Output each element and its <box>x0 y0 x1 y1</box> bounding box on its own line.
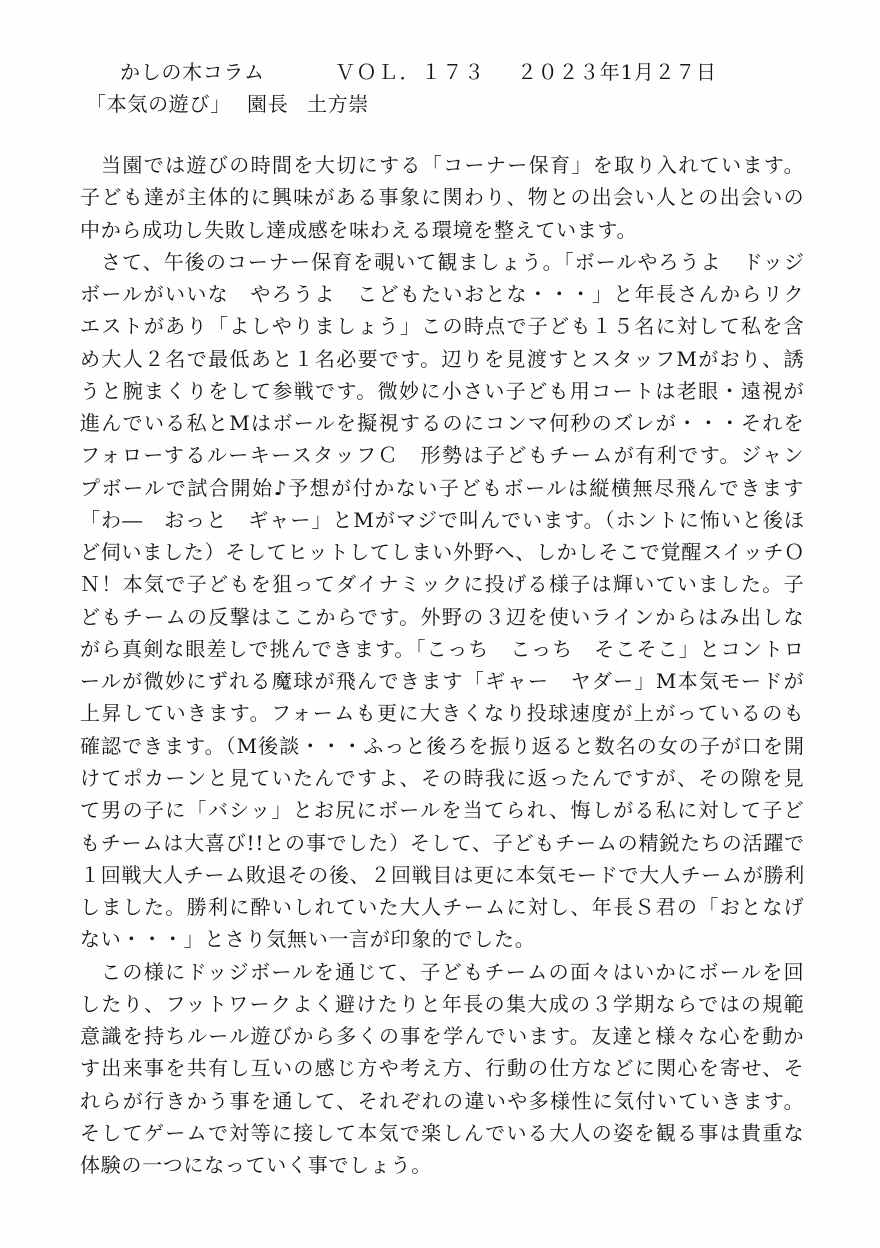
body-line: 確認できます。（M後談・・・ふっと後ろを振り返ると数名の女の子が口を開 <box>80 733 805 758</box>
body-line: ど伺いました）そしてヒットしてしまい外野へ、しかしそこで覚醒スイッチＯ <box>80 540 805 565</box>
body-line: 「わ― おっと ギャー」とMがマジで叫んでいます。（ホントに怖いと後ほ <box>80 507 805 532</box>
article-title: 「本気の遊び」 <box>86 92 231 116</box>
body-line: さて、午後のコーナー保育を覗いて観ましょう。「ボールやろうよ ドッジ <box>101 249 805 274</box>
body-line: しました。勝利に酔いしれていた大人チームに対し、年長Ｓ君の「おとなげ <box>80 895 805 919</box>
body-line: どもチームの反撃はここからです。外野の３辺を使いラインからはみ出しな <box>80 604 805 629</box>
body-line: １回戦大人チーム敗退その後、２回戦目は更に本気モードで大人チームが勝利 <box>80 862 805 887</box>
issue-date: ２０２３年1月２７日 <box>517 60 717 84</box>
body-line: もチームは大喜び!!との事でした）そして、子どもチームの精鋭たちの活躍で <box>80 830 805 855</box>
body-line: フォローするルーキースタッフＣ 形勢は子どもチームが有利です。ジャン <box>80 443 805 468</box>
body-line: 子ども達が主体的に興味がある事象に関わり、物との出会い人との出会いの <box>80 185 805 210</box>
body-line: この様にドッジボールを通じて、子どもチームの面々はいかにボールを回 <box>101 959 805 984</box>
body-line: 中から成功し失敗し達成感を味わえる環境を整えています。 <box>80 217 638 242</box>
body-line: プボールで試合開始♪予想が付かない子どもボールは縦横無尽飛んできます <box>80 475 805 500</box>
body-line: れらが行きかう事を通して、それぞれの違いや多様性に気付いていきます。 <box>80 1088 805 1113</box>
body-line: 体験の一つになっていく事でしょう。 <box>80 1153 432 1178</box>
body-line: したり、フットワークよく避けたりと年長の集大成の３学期ならではの規範 <box>80 991 805 1016</box>
body-line: て男の子に「バシッ」とお尻にボールを当てられ、悔しがる私に対して子ど <box>80 798 805 823</box>
body-line: そしてゲームで対等に接して本気で楽しんでいる大人の姿を観る事は貴重な <box>80 1120 805 1145</box>
body-line: うと腕まくりをして参戦です。微妙に小さい子ども用コートは老眼・遠視が <box>80 378 805 403</box>
body-line: 当園では遊びの時間を大切にする「コーナー保育」を取り入れています。 <box>101 153 805 177</box>
body-line: ールが微妙にずれる魔球が飛んできます「ギャー ヤダー」M本気モードが <box>80 669 805 694</box>
author-name: 土方崇 <box>307 92 370 116</box>
body-line: けてポカーンと見ていたんですよ、その時我に返ったんですが、その隙を見 <box>80 765 805 790</box>
body-line: ボールがいいな やろうよ こどもたいおとな・・・」と年長さんからリク <box>80 282 805 306</box>
body-line: め大人２名で最低あと１名必要です。辺りを見渡すとスタッフMがおり、誘 <box>80 346 805 371</box>
body-line: Ｎ！本気で子どもを狙ってダイナミックに投げる様子は輝いていました。子 <box>80 572 805 597</box>
body-line: 進んでいる私とMはボールを擬視するのにコンマ何秒のズレが・・・それを <box>80 411 805 436</box>
body-line: がら真剣な眼差しで挑んできます。「こっち こっち そこそこ」とコントロ <box>80 636 805 661</box>
body-line: 上昇していきます。フォームも更に大きくなり投球速度が上がっているのも <box>80 701 805 726</box>
body-line: ない・・・」とさり気無い一言が印象的でした。 <box>80 927 536 952</box>
author-role: 園長 <box>247 92 289 116</box>
body-line: す出来事を共有し互いの感じ方や考え方、行動の仕方などに関心を寄せ、そ <box>80 1056 805 1081</box>
body-line: エストがあり「よしやりましょう」この時点で子ども１５名に対して私を含 <box>80 314 805 339</box>
body-line: 意識を持ちルール遊びから多くの事を学んでいます。友達と様々な心を動か <box>80 1024 805 1048</box>
column-name: かしの木コラム <box>120 60 265 84</box>
volume-number: ＶＯＬ．１７３ <box>335 60 486 84</box>
